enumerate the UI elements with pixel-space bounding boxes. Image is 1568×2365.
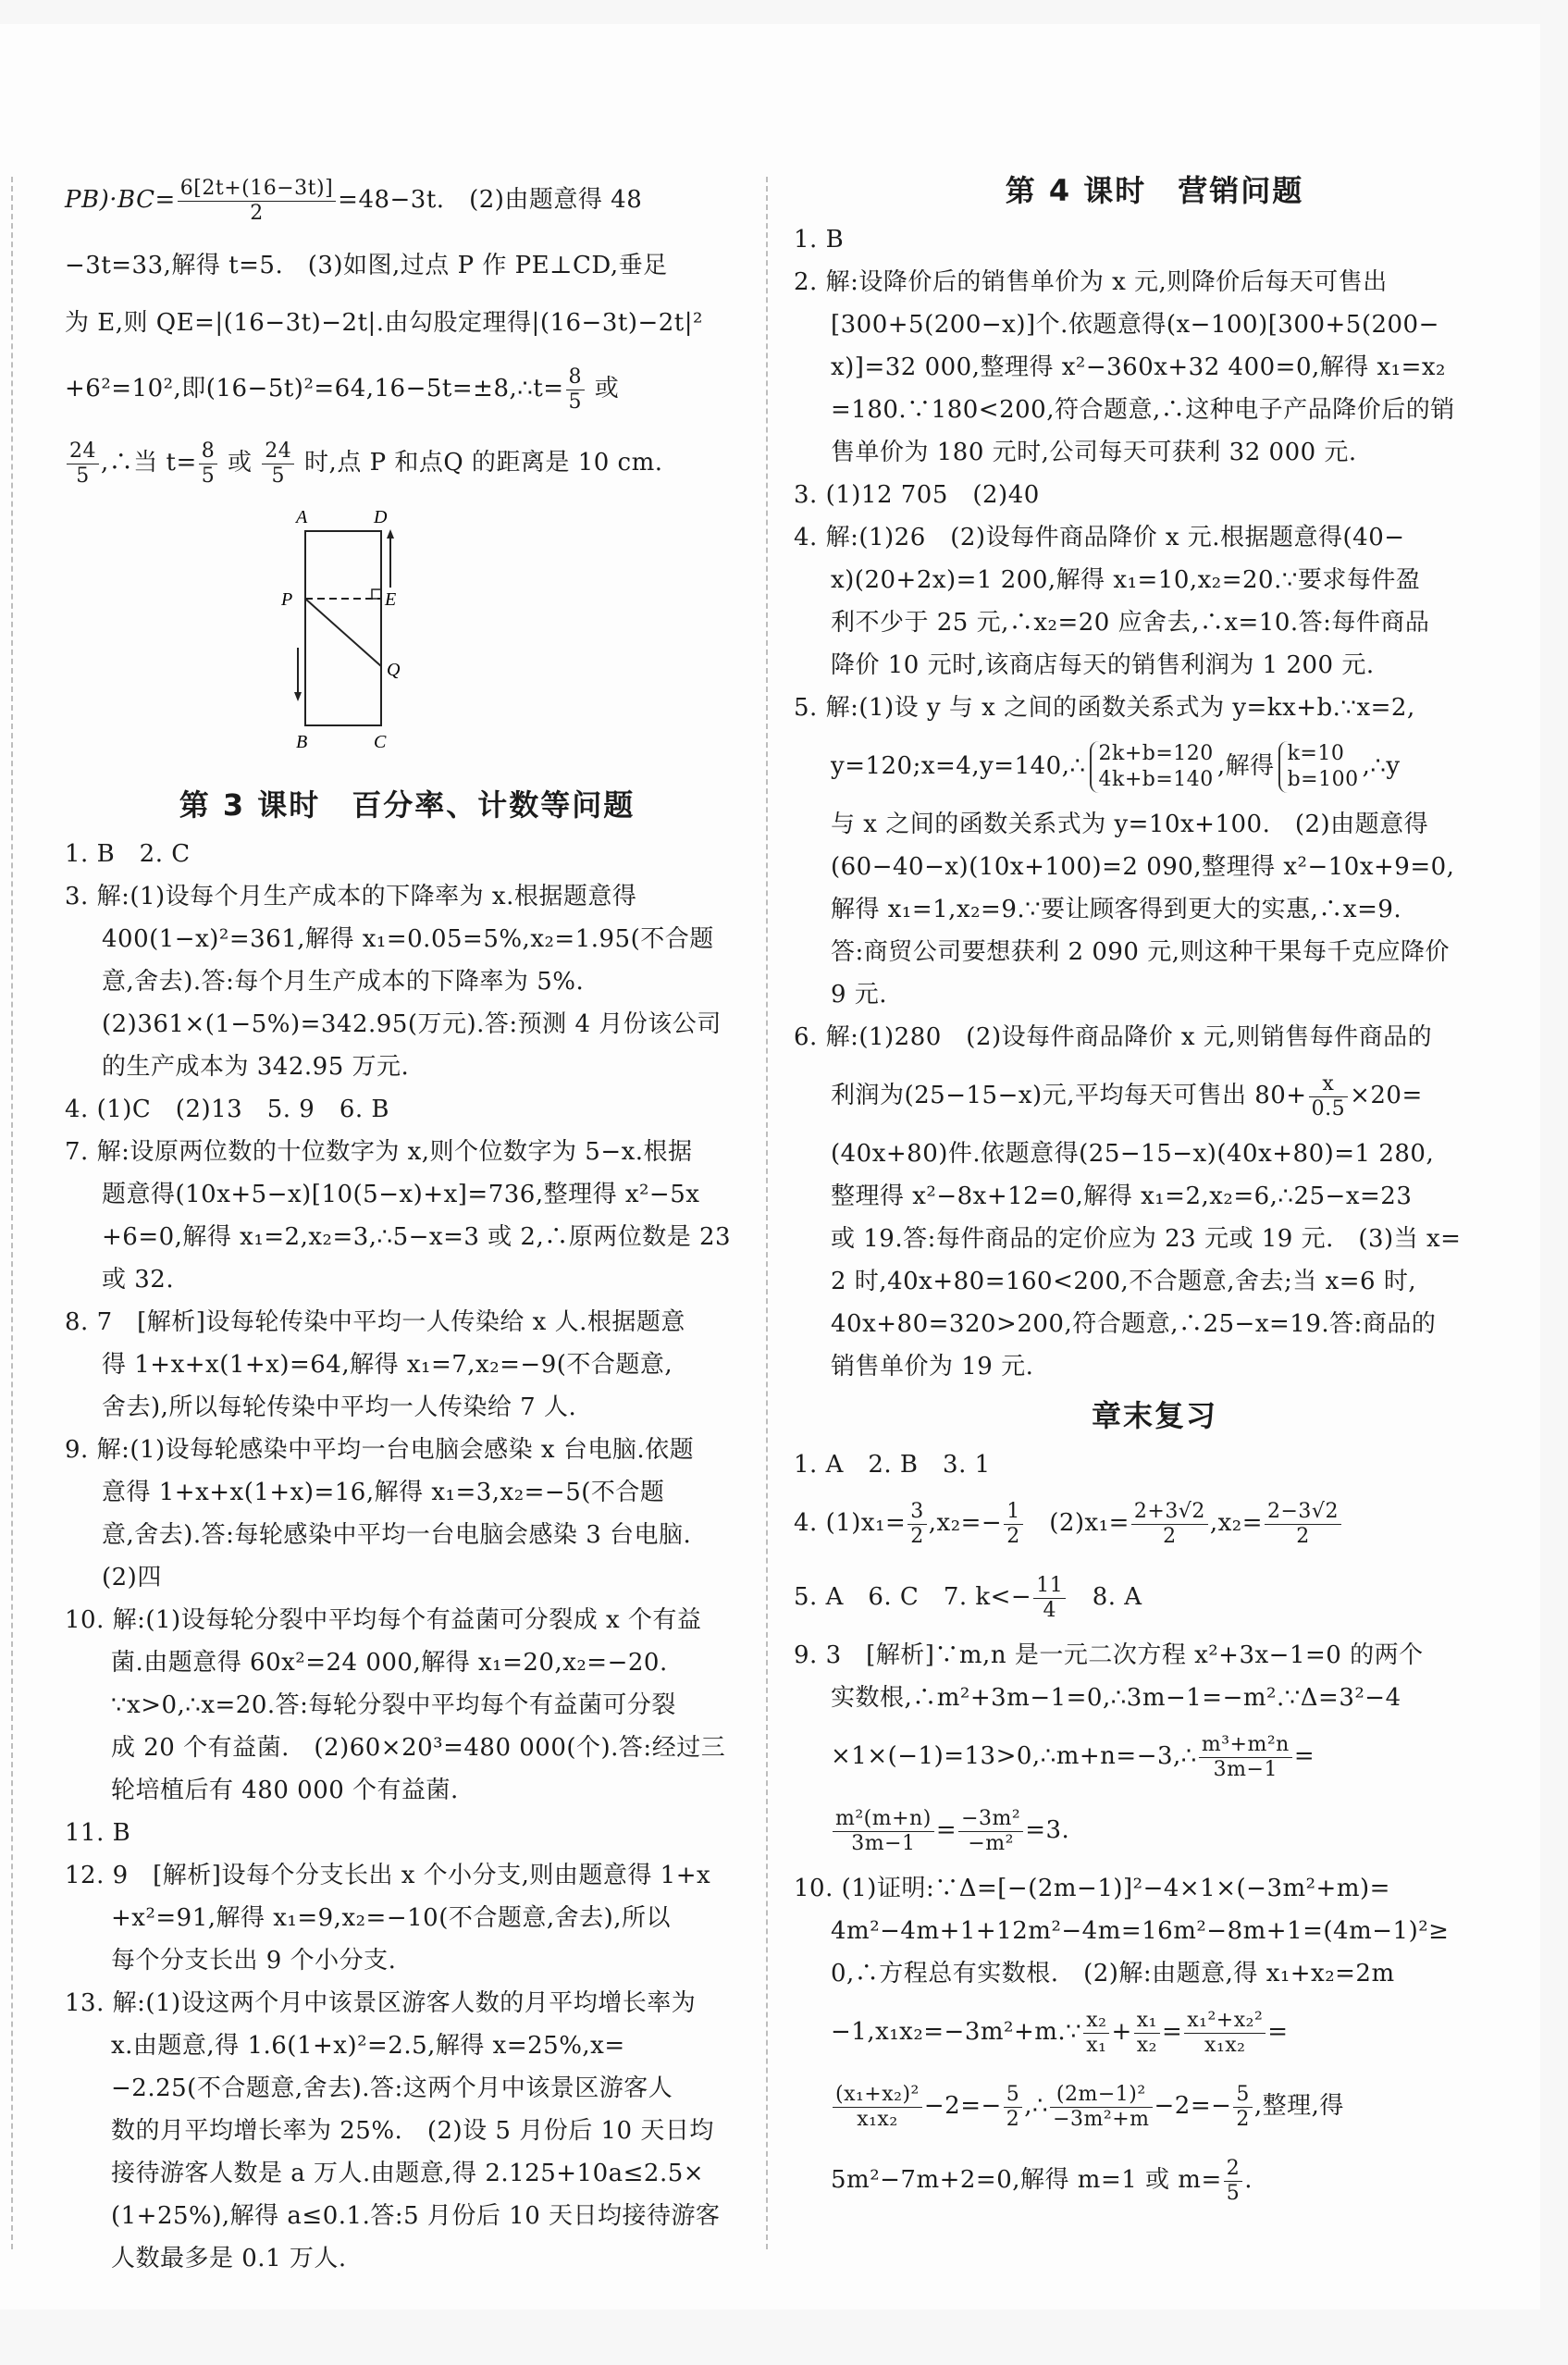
review-item-10: 10. (1)证明:∵Δ=[−(2m−1)]²−4×1×(−3m²+m)= 4m²−4m+1+12m²−4m=16m²−8m+1=(4m−1)²≥ 0,∴方程总有实数根. (2)解:由题意,得 x₁+x₂=2m −1,x₁x₂=−3m²+m.∵ $\frac{\text{x₂}}{\text{x₁}}$ + $\frac{\text{x₁}}{\text{x₂}}$ = $\frac{\text{x₁²+x₂²}}{\text{x₁x₂}}$ = $\frac{\text{(x₁+x₂)²}}{\text{x₁x₂}}$ −2=− $\frac{5}{2}$ ,∴ $\frac{\text{(2m−1)²}}{\text{−3m²+m}}$ −2=− $\frac{5}{2}$ ,整理,得 5m²−7m+2=0,解得 m=1 或 m= $\frac{2}{5}$ .	[794, 1875, 1450, 2205]
answer-item-4: 4. 解:(1)26 (2)设每件商品降价 x 元.根据题意得(40− x)(20+2x)=1 200,解得 x₁=10,x₂=20.∵要求每件盈 利不少于 25 元,∴x₂=20 应舍去,∴x=10.答:每件商品 降价 10 元时,该商店每天的销售利润为 1 200 元.	[794, 524, 1430, 679]
svg-text:C: C	[374, 732, 387, 752]
section-title-chapter-review: 章末复习	[1091, 1398, 1217, 1433]
fraction: $\frac{6[2t+(16-3t)]}{2}$	[178, 177, 336, 226]
review-item-4: 4. (1)x₁= $\frac{3}{2}$ ,x₂=− $\frac{1}{2}$ (2)x₁= $\frac{2+3√2}{2}$ ,x₂= $\frac{2-3√2}{2}$	[794, 1486, 1515, 1560]
right-column	[794, 163, 1515, 2217]
svg-text:E: E	[385, 589, 397, 610]
answer-item-13: 13. 解:(1)设这两个月中该景区游客人数的月平均增长率为 x.由题意,得 1.6(1+x)²=2.5,解得 x=25%,x= −2.25(不合题意,舍去).答:这两个月中该景区游客人 数的月平均增长率为 25%. (2)设 5 月份后 10 天日均 接待游客人数是 a 万人.由题意,得 2.125+10a≤2.5× (1+25%),解得 a≤0.1.答:5 月份后 10 天日均接待游客 人数最多是 0.1 万人.	[65, 1989, 721, 2272]
text-line: +6²=10²,即(16−5t)²=64,16−5t=±8,∴t= $\frac{8}{5}$ 或	[65, 365, 620, 414]
review-item-9: 9. 3 [解析]∵m,n 是一元二次方程 x²+3x−1=0 的两个 实数根,∴m²+3m−1=0,∴3m−1=−m².∵Δ=3²−4 ×1×(−1)=13>0,∴m+n=−3,∴ $\frac{\text{m³+m²n}}{3m-1}$ = $\frac{\text{m²(m+n)}}{3m-1}$ = $\frac{\text{−3m²}}{\text{−m²}}$ =3.	[794, 1641, 1424, 1855]
geometry-figure-rectangle-abcd	[65, 500, 749, 777]
answer-item-9: 9. 解:(1)设每轮感染中平均一台电脑会感染 x 台电脑.依题 意得 1+x+x(1+x)=16,解得 x₁=3,x₂=−5(不合题 意,舍去).答:每轮感染中平均一台电脑会感染 3 台电脑. (2)四	[65, 1436, 695, 1591]
svg-text:A: A	[296, 507, 308, 527]
text-line: −3t=33,解得 t=5. (3)如图,过点 P 作 PE⊥CD,垂足	[65, 252, 668, 279]
column-divider	[766, 177, 768, 2249]
answer-item-7: 7. 解:设原两位数的十位数字为 x,则个位数字为 5−x.根据 题意得(10x+5−x)[10(5−x)+x]=736,整理得 x²−5x +6=0,解得 x₁=2,x₂=3,∴5−x=3 或 2,∴原两位数是 23 或 32.	[65, 1138, 732, 1294]
text-line: 为 E,则 QE=|(16−3t)−2t|.由勾股定理得|(16−3t)−2t|²	[65, 309, 703, 337]
equation-system: 2k+b=120 4k+b=140	[1090, 741, 1214, 793]
svg-text:P: P	[281, 589, 293, 610]
answer-item-11: 11. B	[65, 1819, 131, 1847]
text-line: PB)·BC= $\frac{6[2t+(16-3t)]}{2}$ =48−3t. (2)由题意得 48	[65, 176, 643, 225]
svg-text:Q: Q	[387, 660, 401, 680]
solution-system: k=10 b=100	[1278, 741, 1359, 793]
review-item-1-3: 1. A 2. B 3. 1	[794, 1451, 991, 1479]
answer-item-1-2: 1. B 2. C	[65, 840, 191, 868]
answer-item-4-6: 4. (1)C (2)13 5. 9 6. B	[65, 1096, 389, 1123]
answer-item-8: 8. 7 [解析]设每轮传染中平均一人传染给 x 人.根据题意 得 1+x+x(1+x)=64,解得 x₁=7,x₂=−9(不合题意, 舍去),所以每轮传染中平均一人传染给 7 人.	[65, 1308, 685, 1421]
svg-text:B: B	[296, 732, 308, 752]
answer-key-page	[0, 24, 1540, 2309]
section-title-lesson-3: 第 3 课时 百分率、计数等问题	[179, 787, 636, 823]
answer-item-6: 6. 解:(1)280 (2)设每件商品降价 x 元,则销售每件商品的 利润为(25−15−x)元,平均每天可售出 80+ $\frac{x}{0.5}$ ×20= (40x+80)件.依题意得(25−15−x)(40x+80)=1 280, 整理得 x²−8x+12=0,解得 x₁=2,x₂=6,∴25−x=23 或 19.答:每件商品的定价应为 23 元或 19 元. (3)当 x= 2 时,40x+80=160<200,不合题意,舍去;当 x=6 时, 40x+80=320>200,符合题意,∴25−x=19.答:商品的 销售单价为 19 元.	[794, 1023, 1462, 1381]
answer-item-2: 2. 解:设降价后的销售单价为 x 元,则降价后每天可售出 [300+5(200−x)]个.依题意得(x−100)[300+5(200− x)]=32 000,整理得 x²−360x+32 400=0,解得 x₁=x₂ =180.∵180<200,符合题意,∴这种电子产品降价后的销 售单价为 180 元时,公司每天可获利 32 000 元.	[794, 268, 1455, 466]
review-item-5-8: 5. A 6. C 7. k<− $\frac{11}{4}$ 8. A	[794, 1573, 1142, 1622]
section-title-lesson-4: 第 4 课时 营销问题	[1005, 173, 1304, 208]
answer-item-12: 12. 9 [解析]设每个分支长出 x 个小分支,则由题意得 1+x +x²=91,解得 x₁=9,x₂=−10(不合题意,舍去),所以 每个分支长出 9 个小分支.	[65, 1862, 711, 1975]
answer-item-1: 1. B	[794, 226, 845, 254]
left-margin-dashed-line	[11, 177, 13, 2249]
answer-item-5: 5. 解:(1)设 y 与 x 之间的函数关系式为 y=kx+b.∵x=2, y=120;x=4,y=140,∴ 2k+b=120 4k+b=140 ,解得 k=10 b=100 ,∴y 与 x 之间的函数关系式为 y=10x+100. (2)由题意得 (60−40−x)(10x+100)=2 090,整理得 x²−10x+9=0, 解得 x₁=1,x₂=9.∵要让顾客得到更大的实惠,∴x=9. 答:商贸公司要想获利 2 090 元,则这种干果每千克应降价 9 元.	[794, 694, 1455, 1009]
answer-item-10: 10. 解:(1)设每轮分裂中平均每个有益菌可分裂成 x 个有益 菌.由题意得 60x²=24 000,解得 x₁=20,x₂=−20. ∵x>0,∴x=20.答:每轮分裂中平均每个有益菌可分裂 成 20 个有益菌. (2)60×20³=480 000(个).答:经过三 轮培植后有 480 000 个有益菌.	[65, 1606, 726, 1804]
left-column	[65, 163, 749, 2280]
svg-text:D: D	[374, 507, 388, 527]
answer-item-3: 3. (1)12 705 (2)40	[794, 481, 1040, 509]
rectangle-diagram	[250, 500, 564, 777]
answer-item-3: 3. 解:(1)设每个月生产成本的下降率为 x.根据题意得 400(1−x)²=361,解得 x₁=0.05=5%,x₂=1.95(不合题 意,舍去).答:每个月生产成本的下降率为 5%. (2)361×(1−5%)=342.95(万元).答:预测 4 月份该公司 的生产成本为 342.95 万元.	[65, 883, 722, 1081]
text-line: $\frac{24}{5}$ ,∴当 t= $\frac{8}{5}$ 或 $\frac{24}{5}$ 时,点 P 和点Q 的距离是 10 cm.	[65, 426, 749, 500]
